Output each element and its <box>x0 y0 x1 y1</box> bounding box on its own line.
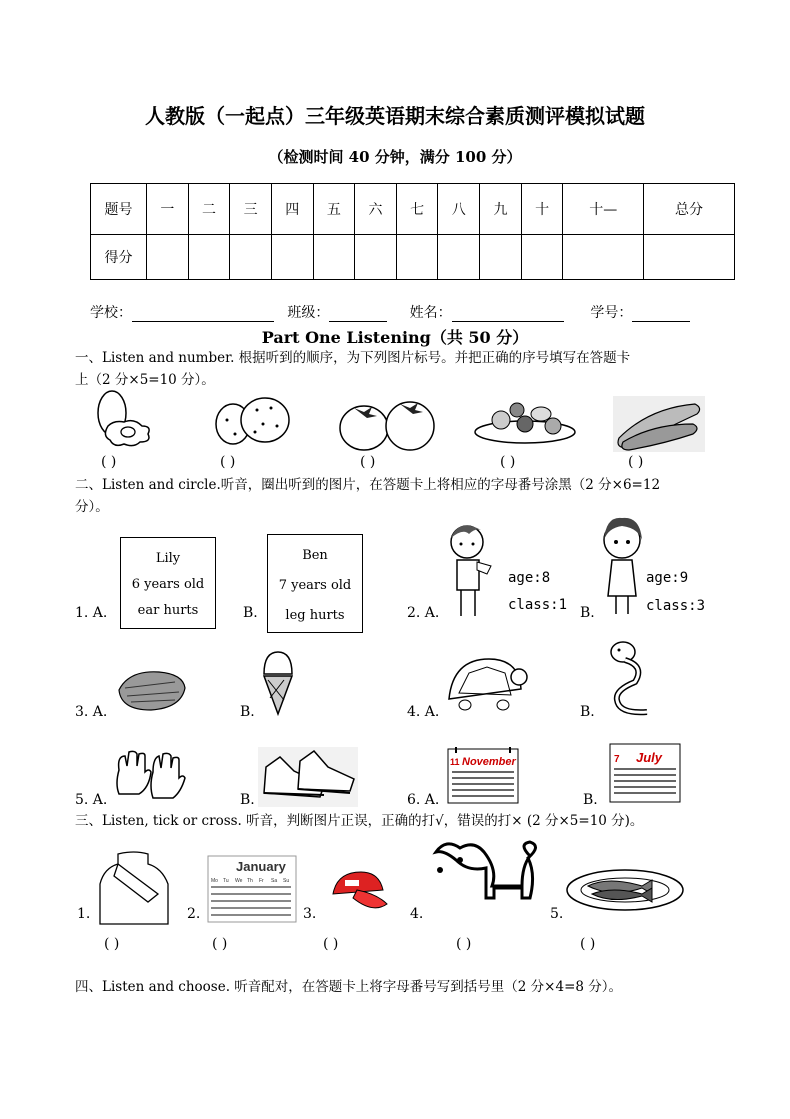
answer-paren-4[interactable]: ( ) <box>500 454 516 470</box>
cal-day-tu: Tu <box>223 878 229 884</box>
q2-2a-label: 2. A. <box>407 605 440 621</box>
q3-4-label: 4. <box>410 906 424 922</box>
cal-day-su: Su <box>283 878 290 884</box>
score-col-2: 二 <box>188 184 230 235</box>
fruit-plate-image <box>473 396 578 446</box>
boy-class: class:1 <box>508 597 568 613</box>
card-ben-age: 7 years old <box>278 578 352 593</box>
q3-answer-paren-3[interactable]: ( ) <box>323 936 339 952</box>
page-subtitle: （检测时间 40 分钟，满分 100 分） <box>268 148 522 166</box>
gloves-image <box>115 750 187 802</box>
score-col-6: 六 <box>355 184 397 235</box>
boy-age: age:8 <box>508 570 551 586</box>
score-table-row-label: 题号 <box>91 184 147 235</box>
meat-image <box>115 668 187 712</box>
q3-answer-paren-4[interactable]: ( ) <box>456 936 472 952</box>
cal-day-th: Th <box>247 878 253 884</box>
answer-paren-1[interactable]: ( ) <box>101 454 117 470</box>
q2-3a-label: 3. A. <box>75 704 108 720</box>
section-1-instruction: 一、Listen and number. 根据听到的顺序，为下列图片标号。并把正确的序号填写在答题卡 <box>75 350 631 366</box>
calendar-november-image <box>448 745 518 803</box>
q2-4b-label: B. <box>580 704 595 720</box>
turtle-image <box>445 655 529 715</box>
score-cell[interactable] <box>313 235 355 280</box>
card-ben-ailment: leg hurts <box>285 608 345 623</box>
score-col-3: 三 <box>230 184 272 235</box>
school-label: 学校： <box>90 305 132 321</box>
score-col-5: 五 <box>313 184 355 235</box>
calendar-november-day: 11 <box>450 757 460 767</box>
ice-cream-image <box>260 650 296 716</box>
score-col-7: 七 <box>396 184 438 235</box>
q2-6b-label: B. <box>583 792 598 808</box>
score-cell[interactable] <box>644 235 735 280</box>
score-cell[interactable] <box>271 235 313 280</box>
number-field[interactable] <box>632 305 690 322</box>
card-ben <box>267 534 363 633</box>
answer-paren-2[interactable]: ( ) <box>220 454 236 470</box>
q3-5-label: 5. <box>550 906 564 922</box>
card-ben-name: Ben <box>302 548 328 563</box>
red-cap-image <box>327 868 389 916</box>
q2-6a-label: 6. A. <box>407 792 440 808</box>
q2-3b-label: B. <box>240 704 255 720</box>
score-col-10: 十 <box>521 184 563 235</box>
tomatoes-image <box>338 396 436 452</box>
score-cell[interactable] <box>480 235 522 280</box>
score-cell[interactable] <box>230 235 272 280</box>
calendar-november-title: November <box>462 756 516 768</box>
q2-1b-label: B. <box>243 605 258 621</box>
bread-image <box>613 396 705 452</box>
section-2-instruction-cont: 分）。 <box>75 499 109 515</box>
score-cell[interactable] <box>396 235 438 280</box>
cal-day-we: We <box>235 878 243 884</box>
arm-sling-image <box>98 850 170 926</box>
number-label: 学号： <box>590 305 633 321</box>
section-4-instruction: 四、Listen and choose. 听音配对，在答题卡上将字母番号写到括号里（2 分×4=8 分）。 <box>75 979 623 995</box>
score-col-1: 一 <box>147 184 189 235</box>
q3-3-label: 3. <box>303 906 317 922</box>
student-info-line <box>90 302 690 322</box>
score-col-9: 九 <box>480 184 522 235</box>
calendar-july-title: July <box>636 750 663 765</box>
section-3-instruction: 三、Listen, tick or cross. 听音，判断图片正误，正确的打√，错误的打× (2 分×5=10 分)。 <box>75 813 644 829</box>
cal-day-fr: Fr <box>259 878 264 884</box>
dog-image <box>430 838 534 922</box>
answer-paren-5[interactable]: ( ) <box>628 454 644 470</box>
page-title: 人教版（一起点）三年级英语期末综合素质测评模拟试题 <box>145 104 645 128</box>
girl-age: age:9 <box>646 570 689 586</box>
q2-5b-label: B. <box>240 792 255 808</box>
calendar-july-day: 7 <box>614 754 620 765</box>
fish-plate-image <box>564 866 686 914</box>
calendar-january-image <box>208 856 296 922</box>
q3-2-label: 2. <box>187 906 201 922</box>
class-field[interactable] <box>329 305 387 322</box>
score-cell[interactable] <box>521 235 563 280</box>
score-col-11: 十— <box>563 184 644 235</box>
score-col-total: 总分 <box>644 184 735 235</box>
name-label: 姓名： <box>409 305 452 321</box>
card-lily-ailment: ear hurts <box>137 603 199 618</box>
girl-image <box>600 516 646 616</box>
section-2-instruction: 二、Listen and circle.听音，圈出听到的图片，在答题卡上将相应的字母番号涂黑（2 分×6=12 <box>75 477 661 493</box>
card-lily-name: Lily <box>155 551 181 566</box>
snake-image <box>605 638 657 714</box>
part-one-heading: Part One Listening（共 50 分） <box>261 328 529 347</box>
egg-image <box>90 386 160 448</box>
girl-class: class:3 <box>646 598 706 614</box>
potatoes-image <box>213 396 293 448</box>
q3-1-label: 1. <box>77 906 91 922</box>
score-cell[interactable] <box>563 235 644 280</box>
q2-2b-label: B. <box>580 605 595 621</box>
answer-paren-3[interactable]: ( ) <box>360 454 376 470</box>
score-col-4: 四 <box>271 184 313 235</box>
cal-day-mo: Mo <box>211 878 218 884</box>
score-table <box>90 183 735 280</box>
score-table-row-label: 得分 <box>91 235 147 280</box>
calendar-january-title: January <box>236 859 286 874</box>
q2-5a-label: 5. A. <box>75 792 108 808</box>
score-cell[interactable] <box>188 235 230 280</box>
score-cell[interactable] <box>355 235 397 280</box>
q2-4a-label: 4. A. <box>407 704 440 720</box>
sneakers-image <box>258 747 358 807</box>
name-field[interactable] <box>452 305 564 322</box>
q3-answer-paren-2[interactable]: ( ) <box>212 936 228 952</box>
q3-answer-paren-5[interactable]: ( ) <box>580 936 596 952</box>
score-cell[interactable] <box>147 235 189 280</box>
school-field[interactable] <box>132 305 274 322</box>
q2-1a-label: 1. A. <box>75 605 108 621</box>
score-cell[interactable] <box>438 235 480 280</box>
card-lily-age: 6 years old <box>131 577 205 592</box>
q3-answer-paren-1[interactable]: ( ) <box>104 936 120 952</box>
boy-image <box>445 520 505 620</box>
score-table-header-row <box>91 184 735 235</box>
cal-day-sa: Sa <box>271 878 278 884</box>
class-label: 班级： <box>287 305 330 321</box>
card-lily <box>120 537 216 629</box>
calendar-july-image <box>610 740 680 802</box>
section-1-instruction-cont: 上（2 分×5=10 分）。 <box>75 372 215 388</box>
score-table-score-row <box>91 235 735 280</box>
score-col-8: 八 <box>438 184 480 235</box>
